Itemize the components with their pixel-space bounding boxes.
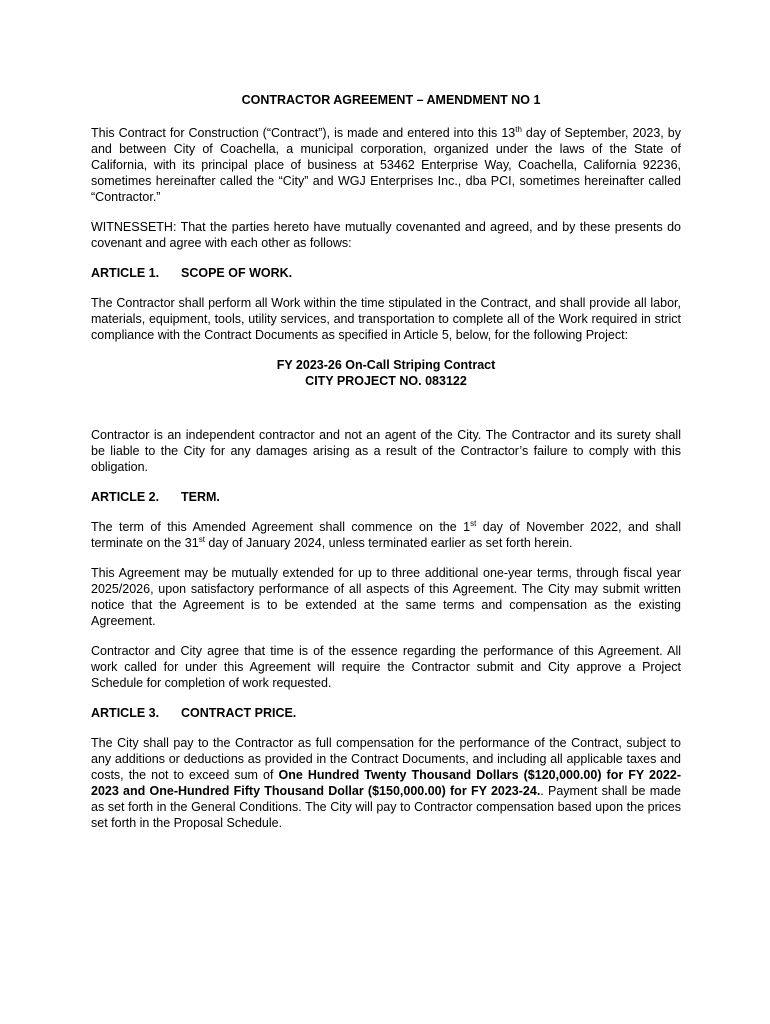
term-text-c: day of January 2024, unless terminated earlier as set forth herein. (204, 536, 573, 550)
intro-superscript: th (515, 125, 522, 134)
price-text-b: . Payment shall be made as set forth in the General Conditions. The City will pay to Contractor compensation based upon the prices set forth in the Proposal Schedule. (91, 784, 681, 830)
contract-price-paragraph (91, 735, 681, 831)
article-3-title: CONTRACT PRICE. (181, 706, 297, 720)
intro-text-a: This Contract for Construction (“Contract”), is made and entered into this 13 (91, 126, 516, 140)
article-2-number: ARTICLE 2. (91, 490, 160, 504)
project-name: FY 2023-26 On-Call Striping Contract (276, 358, 496, 372)
witnesseth-paragraph: WITNESSETH: That the parties hereto have mutually covenanted and agreed, and by these presents do covenant and agree with each other as follows: (91, 220, 681, 250)
document-page (91, 92, 681, 845)
project-number: CITY PROJECT NO. 083122 (305, 374, 467, 388)
article-2-title: TERM. (181, 490, 220, 504)
article-3-heading (91, 705, 681, 721)
independent-contractor-paragraph: Contractor is an independent contractor and not an agent of the City. The Contractor and its surety shall be liable to the City for any damages arising as a result of the Contractor’s failure to comply with this obligation. (91, 428, 681, 474)
intro-text-b: day of September, 2023, by and between City of Coachella, a municipal corporation, organized under the laws of the State of California, with its principal place of business at 53462 Enterprise Way, Coachella, California 92236, sometimes hereinafter called the “City” and WGJ Enterprises Inc., dba PCI, sometimes hereinafter called “Contractor.” (91, 126, 681, 204)
article-1-number: ARTICLE 1. (91, 266, 160, 280)
term-superscript-1: st (470, 519, 477, 528)
essence-paragraph: Contractor and City agree that time is of the essence regarding the performance of this Agreement. All work called for under this Agreement will require the Contractor submit and City approve a Project Schedule for completion of work requested. (91, 644, 681, 690)
document-title: CONTRACTOR AGREEMENT – AMENDMENT NO 1 (241, 93, 541, 107)
article-1-heading (91, 265, 681, 281)
article-3-number: ARTICLE 3. (91, 706, 160, 720)
price-amount-bold: One Hundred Twenty Thousand Dollars ($120,000.00) for FY 2022-2023 and One-Hundred Fifty Thousand Dollar ($150,000.00) for FY 2023-24. (91, 768, 681, 798)
article-1-title: SCOPE OF WORK. (181, 266, 293, 280)
term-superscript-2: st (198, 535, 205, 544)
project-block (91, 357, 681, 389)
term-text-a: The term of this Amended Agreement shall commence on the 1 (91, 520, 471, 534)
intro-paragraph (91, 125, 681, 205)
term-text-b: day of November 2022, and shall terminate on the 31 (91, 520, 682, 550)
price-text-a: The City shall pay to the Contractor as full compensation for the performance of the Contract, subject to any additions or deductions as provided in the Contract Documents, and including all applicable taxes and costs, the not to exceed sum of (91, 736, 681, 782)
article-2-heading (91, 489, 681, 505)
article-1-body: The Contractor shall perform all Work within the time stipulated in the Contract, and shall provide all labor, materials, equipment, tools, utility services, and transportation to complete all of the Work required in strict compliance with the Contract Documents as specified in Article 5, below, for the following Project: (91, 296, 681, 342)
term-paragraph (91, 519, 681, 551)
extension-paragraph: This Agreement may be mutually extended for up to three additional one-year terms, through fiscal year 2025/2026, upon satisfactory performance of all aspects of this Agreement. The City may submit written notice that the Agreement is to be extended at the same terms and compensation as the existing Agreement. (91, 566, 681, 628)
